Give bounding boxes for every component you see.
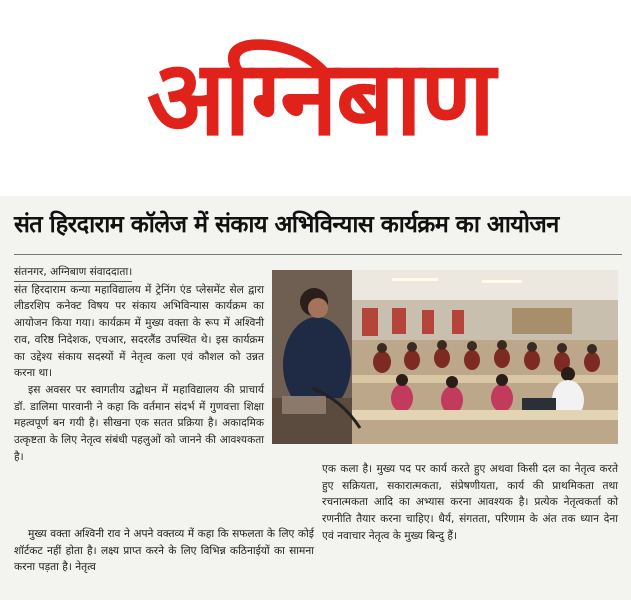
article-column-left bbox=[14, 264, 264, 465]
headline: संत हिरदाराम कॉलेज में संकाय अभिविन्यास कार्यक्रम का आयोजन bbox=[14, 210, 559, 238]
article-column-bottom-left bbox=[14, 526, 314, 576]
newspaper-logo: अग्निबाण bbox=[146, 36, 494, 159]
paragraph-1-text: संत हिरदाराम कन्या महाविद्यालय में ट्रेनिंग एंड प्लेसमेंट सेल द्वारा लीडरशिप कनेक्ट विषय पर संकाय अभिविन्यास कार्यक्रम का आयोजन किया गया। कार्यक्रम में मुख्य वक्ता के रूप में अश्विनी राव, वरिष्ठ निदेशक, एचआर, सदरलैंड उपस्थित थे। इस कार्यक्रम का उद्देश्य संकाय सदस्यों में नेतृत्व कला एवं कौशल को उन्नत करना था। bbox=[14, 283, 264, 380]
news-clipping bbox=[0, 196, 631, 600]
dateline: संतनगर, अग्निबाण संवाददाता। bbox=[14, 264, 132, 282]
paragraph-3: मुख्य वक्ता अश्विनी राव ने अपने वक्तव्य में कहा कि सफलता के लिए कोई शॉर्टकट नहीं होता है। लक्ष्य प्राप्त करने के लिए विभिन्न कठिनाईयों का सामना करना पड़ता है। नेतृत्व bbox=[14, 528, 314, 574]
paragraph-1 bbox=[14, 264, 264, 382]
seminar-hall-image bbox=[272, 270, 618, 444]
masthead bbox=[0, 0, 631, 200]
headline-rule bbox=[14, 254, 622, 255]
paragraph-2: इस अवसर पर स्वागतीय उद्बोधन में महाविद्यालय की प्राचार्य डॉ. डालिमा पारवानी ने कहा कि वर्तमान संदर्भ में गुणवत्ता शिक्षा महत्वपूर्ण बन गयी है। सीखना एक सतत प्रक्रिया है। अकादमिक उत्कृष्टता के लिए नेतृत्व संबंधी पहलुओं को जानने की आवश्यकता है। bbox=[14, 383, 264, 463]
event-photo bbox=[272, 270, 618, 444]
paragraph-4: एक कला है। मुख्य पद पर कार्य करते हुए अथवा किसी दल का नेतृत्व करते हुए सक्रियता, सकारात्मकता, संप्रेषणीयता, कार्य की प्राथमिकता तथा रचनात्मकता आदि का अभ्यास करना आवश्यक है। प्रत्येक नेतृत्वकर्ता को रणनीति तैयार करना चाहिए। धैर्य, संगतता, परिणाम के अंत तक ध्यान देना एवं नवाचार नेतृत्व के मुख्य बिन्दु हैं। bbox=[322, 463, 618, 542]
article-column-right bbox=[322, 461, 618, 545]
